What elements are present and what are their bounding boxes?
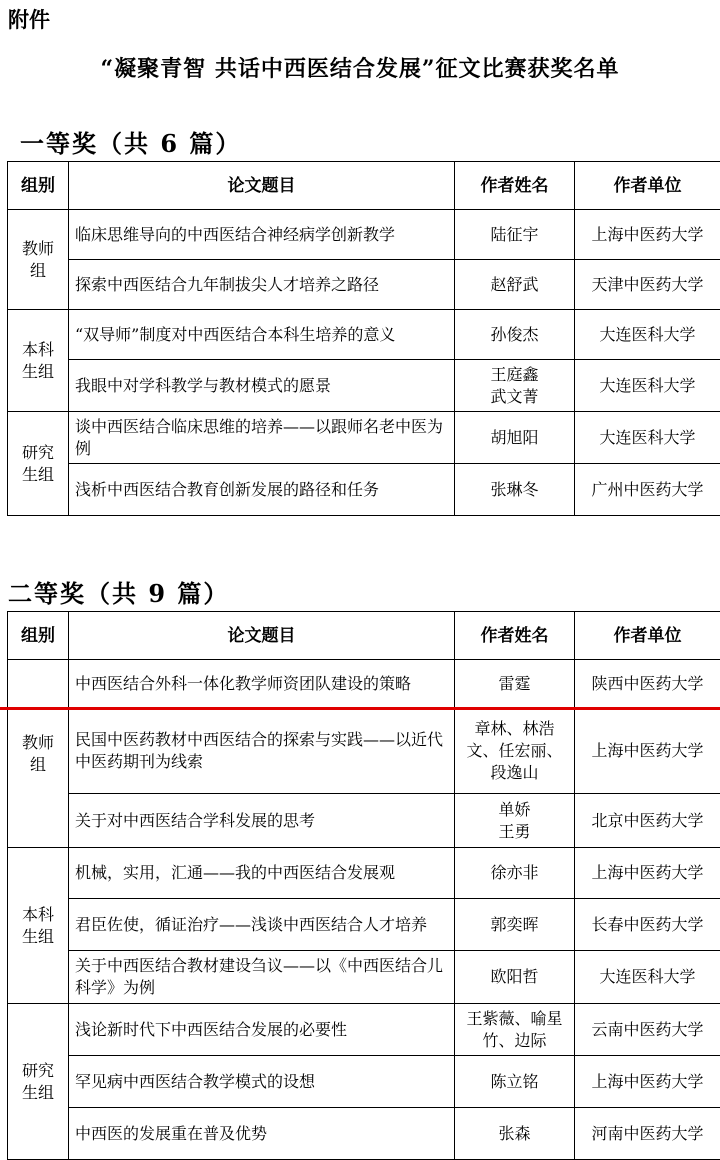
unit-cell: 上海中医药大学 <box>575 848 720 899</box>
author-cell: 赵舒武 <box>455 260 575 310</box>
unit-column-header: 作者单位 <box>575 612 720 660</box>
title-cell: 君臣佐使，循证治疗——浅谈中西医结合人才培养 <box>69 899 455 951</box>
author-cell: 欧阳哲 <box>455 951 575 1004</box>
table-row <box>8 951 720 1004</box>
author-cell: 章林、林浩文、任宏丽、段逸山 <box>455 709 575 794</box>
author-cell: 郭奕晖 <box>455 899 575 951</box>
author-cell: 张森 <box>455 1108 575 1160</box>
second-prize-heading: 二等奖（共 9 篇） <box>8 574 229 609</box>
title-cell: 我眼中对学科教学与教材模式的愿景 <box>69 360 455 412</box>
group-column-header: 组别 <box>8 612 69 660</box>
group-cell: 教师 组 <box>8 210 69 310</box>
group-cell: 研究 生组 <box>8 412 69 516</box>
author-cell: 徐亦非 <box>455 848 575 899</box>
author-column-header: 作者姓名 <box>455 612 575 660</box>
second-prize-table <box>7 611 720 1160</box>
title-cell: 关于中西医结合教材建设刍议——以《中西医结合儿科学》为例 <box>69 951 455 1004</box>
table-row <box>8 1108 720 1160</box>
title-cell: 民国中医药教材中西医结合的探索与实践——以近代中医药期刊为线索 <box>69 709 455 794</box>
title-cell: 中西医的发展重在普及优势 <box>69 1108 455 1160</box>
unit-cell: 大连医科大学 <box>575 951 720 1004</box>
table-row <box>8 210 720 260</box>
title-cell: 关于对中西医结合学科发展的思考 <box>69 794 455 848</box>
title-cell: 谈中西医结合临床思维的培养——以跟师名老中医为例 <box>69 412 455 464</box>
title-cell: 罕见病中西医结合教学模式的设想 <box>69 1056 455 1108</box>
title-cell: 中西医结合外科一体化教学师资团队建设的策略 <box>69 660 455 709</box>
title-cell: “双导师”制度对中西医结合本科生培养的意义 <box>69 310 455 360</box>
title-cell: 探索中西医结合九年制拔尖人才培养之路径 <box>69 260 455 310</box>
author-column-header: 作者姓名 <box>455 162 575 210</box>
unit-cell: 河南中医药大学 <box>575 1108 720 1160</box>
table-row <box>8 1056 720 1108</box>
group-cell: 教师 组 <box>8 660 69 848</box>
title-cell: 浅析中西医结合教育创新发展的路径和任务 <box>69 464 455 516</box>
unit-cell: 长春中医药大学 <box>575 899 720 951</box>
author-cell: 王紫薇、喻星竹、边际 <box>455 1004 575 1056</box>
unit-cell: 上海中医药大学 <box>575 709 720 794</box>
group-cell: 研究 生组 <box>8 1004 69 1160</box>
table-row <box>8 709 720 794</box>
unit-cell: 上海中医药大学 <box>575 1056 720 1108</box>
unit-column-header: 作者单位 <box>575 162 720 210</box>
author-cell: 张琳冬 <box>455 464 575 516</box>
title-cell: 机械，实用，汇通——我的中西医结合发展观 <box>69 848 455 899</box>
first-prize-heading: 一等奖（共 6 篇） <box>20 124 241 159</box>
author-cell: 陈立铭 <box>455 1056 575 1108</box>
unit-cell: 大连医科大学 <box>575 412 720 464</box>
table-row <box>8 899 720 951</box>
first-prize-table <box>7 161 720 516</box>
author-cell: 单娇 王勇 <box>455 794 575 848</box>
unit-cell: 北京中医药大学 <box>575 794 720 848</box>
unit-cell: 云南中医药大学 <box>575 1004 720 1056</box>
author-cell: 胡旭阳 <box>455 412 575 464</box>
title-cell: 临床思维导向的中西医结合神经病学创新教学 <box>69 210 455 260</box>
title-cell: 浅论新时代下中西医结合发展的必要性 <box>69 1004 455 1056</box>
group-cell: 本科 生组 <box>8 848 69 1004</box>
table-header-row <box>8 162 720 210</box>
author-cell: 雷霆 <box>455 660 575 709</box>
unit-cell: 大连医科大学 <box>575 310 720 360</box>
table-row <box>8 260 720 310</box>
table-row <box>8 310 720 360</box>
document-title: “凝聚青智 共话中西医结合发展”征文比赛获奖名单 <box>0 52 720 83</box>
table-row <box>8 412 720 464</box>
table-row <box>8 794 720 848</box>
table-header-row <box>8 612 720 660</box>
table-row <box>8 660 720 709</box>
red-marker-line <box>0 707 720 710</box>
table-row <box>8 464 720 516</box>
unit-cell: 广州中医药大学 <box>575 464 720 516</box>
author-cell: 孙俊杰 <box>455 310 575 360</box>
table-row <box>8 1004 720 1056</box>
unit-cell: 陕西中医药大学 <box>575 660 720 709</box>
title-column-header: 论文题目 <box>69 612 455 660</box>
table-row <box>8 360 720 412</box>
unit-cell: 上海中医药大学 <box>575 210 720 260</box>
table-row <box>8 848 720 899</box>
attachment-label: 附件 <box>8 4 50 34</box>
unit-cell: 天津中医药大学 <box>575 260 720 310</box>
title-column-header: 论文题目 <box>69 162 455 210</box>
author-cell: 王庭鑫 武文菁 <box>455 360 575 412</box>
author-cell: 陆征宇 <box>455 210 575 260</box>
unit-cell: 大连医科大学 <box>575 360 720 412</box>
group-column-header: 组别 <box>8 162 69 210</box>
group-cell: 本科 生组 <box>8 310 69 412</box>
